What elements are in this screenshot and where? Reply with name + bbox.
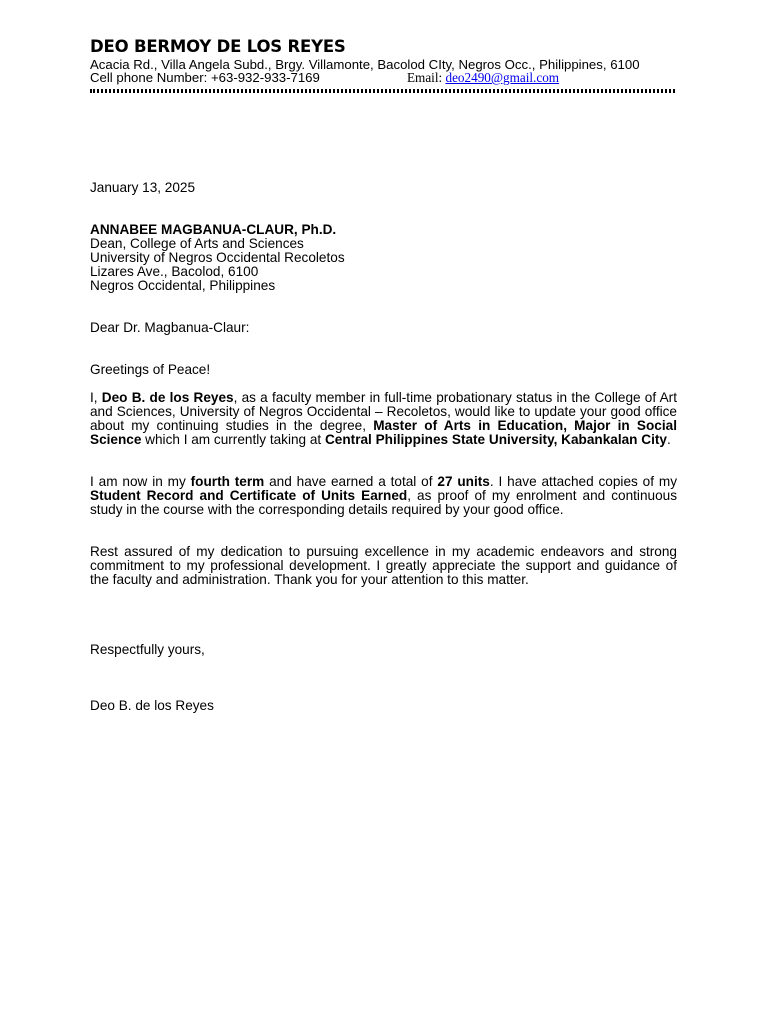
salutation: Dear Dr. Magbanua-Claur: [90,320,250,335]
sender-address: Acacia Rd., Villa Angela Subd., Brgy. Villamonte, Bacolod CIty, Negros Occ., Philippines, 6100 [90,57,640,72]
recipient-title: Dean, College of Arts and Sciences [90,236,304,251]
body-paragraph-1 [90,391,677,447]
p2-text-1: I am now in my [90,474,191,489]
p1-text-1: I, [90,390,102,405]
p1-text-2: , as a faculty member in full-time probationary status in the College of Art and Sciences, University of Negros Occidental – Recoletos, would like to update your good office about my continuing studies in the degree, [90,390,677,433]
sender-phone: Cell phone Number: +63-932-933-7169 [90,70,320,85]
p1-bold-degree: Master of Arts in Education, Major in Social Science [90,418,677,447]
p1-text-3: which I am currently taking at [141,432,325,447]
recipient-street: Lizares Ave., Bacolod, 6100 [90,264,259,279]
recipient-institution: University of Negros Occidental Recoletos [90,250,345,265]
p2-bold-documents: Student Record and Certificate of Units Earned [90,488,408,503]
p1-bold-sender: Deo B. de los Reyes [101,390,234,405]
p1-text-4: . [666,432,671,447]
letterhead-divider [90,89,675,93]
body-paragraph-2 [90,475,677,517]
sender-email-line [407,70,559,86]
closing: Respectfully yours, [90,642,205,657]
p2-text-4: , as proof of my enrolment and continuous study in the course with the corresponding details required by your good office. [90,488,677,517]
p2-text-3: . I have attached copies of my [489,474,677,489]
email-label: Email: [407,70,446,85]
p2-bold-units: 27 units [437,474,490,489]
letter-date: January 13, 2025 [90,180,196,195]
greeting: Greetings of Peace! [90,362,211,377]
signature-name: Deo B. de los Reyes [90,698,214,713]
p2-bold-term: fourth term [190,474,265,489]
body-paragraph-3: Rest assured of my dedication to pursuing excellence in my academic endeavors and strong commitment to my professional development. I greatly appreciate the support and guidance of the faculty and administration. Thank you for your attention to this matter. [90,544,677,587]
email-link[interactable]: deo2490@gmail.com [445,70,560,85]
recipient-name: ANNABEE MAGBANUA-CLAUR, Ph.D. [90,222,337,237]
sender-name-heading: DEO BERMOY DE LOS REYES [90,37,346,56]
p2-text-2: and have earned a total of [264,474,438,489]
recipient-province: Negros Occidental, Philippines [90,278,276,293]
p1-bold-university: Central Philippines State University, Kabankalan City [324,432,667,447]
